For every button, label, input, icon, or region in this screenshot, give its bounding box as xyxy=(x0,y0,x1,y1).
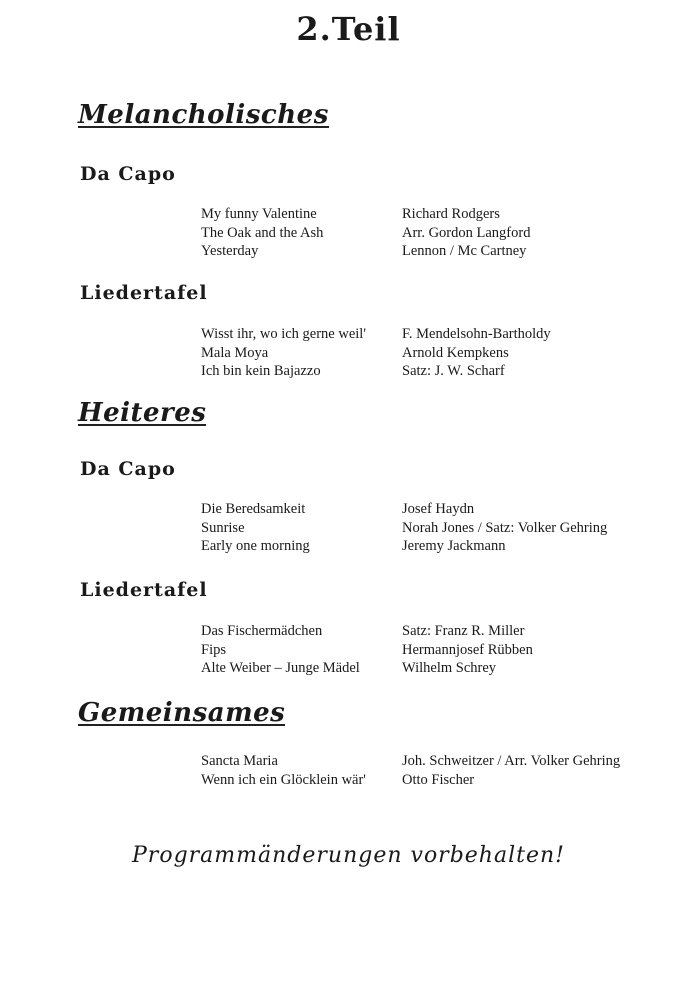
song-title: My funny Valentine xyxy=(201,206,317,222)
song-title: Wenn ich ein Glöcklein wär' xyxy=(201,771,366,788)
footer-note: Programmänderungen vorbehalten! xyxy=(132,843,565,868)
song-composer: Arr. Gordon Langford xyxy=(402,224,531,241)
song-row xyxy=(201,622,661,641)
song-title: Sunrise xyxy=(201,519,245,536)
song-composer: Joh. Schweitzer / Arr. Volker Gehring xyxy=(402,753,621,769)
song-title: Alte Weiber – Junge Mädel xyxy=(201,660,360,676)
song-composer: Norah Jones / Satz: Volker Gehring xyxy=(402,519,608,536)
song-row xyxy=(201,537,661,556)
song-title: Sancta Maria xyxy=(201,753,278,769)
song-title: Das Fischermädchen xyxy=(201,623,323,639)
song-title: Die Beredsamkeit xyxy=(201,501,306,517)
section-heading-gemeinsames: Gemeinsames xyxy=(78,698,286,728)
song-list xyxy=(201,500,661,556)
song-row xyxy=(201,344,661,363)
song-composer: Wilhelm Schrey xyxy=(402,660,497,676)
song-composer: Satz: Franz R. Miller xyxy=(402,623,525,639)
song-title: Fips xyxy=(201,641,226,658)
song-row xyxy=(201,641,661,660)
section-heading-heiteres: Heiteres xyxy=(78,398,207,428)
song-list xyxy=(201,622,661,678)
song-row xyxy=(201,224,661,243)
song-composer: F. Mendelsohn-Bartholdy xyxy=(402,326,551,342)
song-row xyxy=(201,325,661,344)
song-row xyxy=(201,659,661,678)
song-row xyxy=(201,519,661,538)
song-row xyxy=(201,771,661,790)
song-composer: Arnold Kempkens xyxy=(402,344,509,361)
song-list xyxy=(201,325,661,381)
choir-heading: Liedertafel xyxy=(80,579,208,601)
song-row xyxy=(201,242,661,261)
song-title: Early one morning xyxy=(201,538,310,554)
song-row xyxy=(201,362,661,381)
song-title: The Oak and the Ash xyxy=(201,224,324,241)
song-list xyxy=(201,752,661,789)
song-row xyxy=(201,205,661,224)
song-composer: Satz: J. W. Scharf xyxy=(402,363,505,379)
choir-heading: Da Capo xyxy=(80,163,176,185)
song-list xyxy=(201,205,661,261)
song-composer: Richard Rodgers xyxy=(402,206,500,222)
song-row xyxy=(201,500,661,519)
song-composer: Josef Haydn xyxy=(402,501,475,517)
song-title: Yesterday xyxy=(201,243,259,259)
song-composer: Otto Fischer xyxy=(402,771,475,788)
song-composer: Jeremy Jackmann xyxy=(402,538,506,554)
song-title: Mala Moya xyxy=(201,344,269,361)
page-title: 2.Teil xyxy=(296,10,401,48)
song-title: Wisst ihr, wo ich gerne weil' xyxy=(201,326,366,342)
song-composer: Lennon / Mc Cartney xyxy=(402,243,527,259)
choir-heading: Liedertafel xyxy=(80,282,208,304)
song-title: Ich bin kein Bajazzo xyxy=(201,363,321,379)
song-composer: Hermannjosef Rübben xyxy=(402,641,533,658)
section-heading-melancholisches: Melancholisches xyxy=(78,100,329,130)
choir-heading: Da Capo xyxy=(80,458,176,480)
song-row xyxy=(201,752,661,771)
